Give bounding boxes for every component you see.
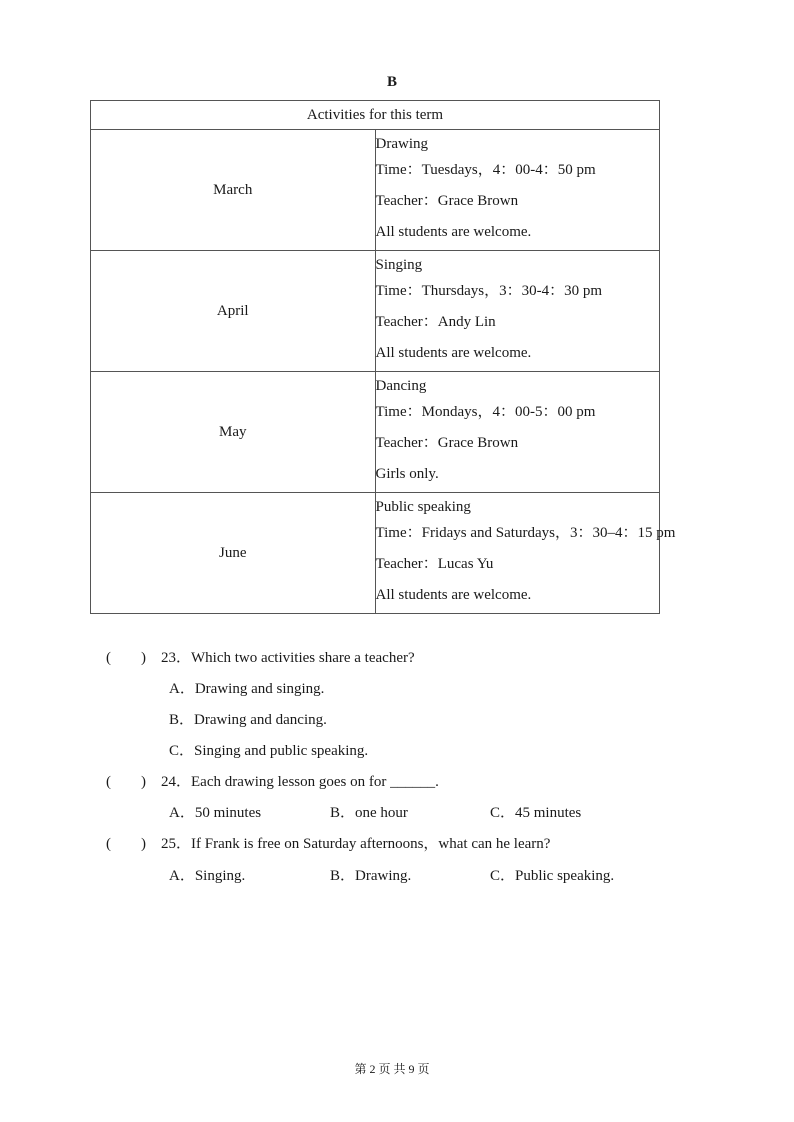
question-24	[106, 770, 439, 791]
option-a: A．Drawing and singing.	[169, 681, 325, 697]
table-row	[91, 493, 660, 614]
activity-name: Singing	[375, 256, 423, 273]
activity-note: All students are welcome.	[375, 344, 532, 361]
activity-teacher: Teacher：Andy Lin	[375, 313, 496, 330]
question-stem: 23．Which two activities share a teacher?	[161, 650, 415, 666]
activity-teacher: Teacher：Grace Brown	[375, 434, 519, 451]
activity-note: All students are welcome.	[375, 586, 532, 603]
month-cell: June	[91, 493, 376, 614]
month-cell: April	[91, 251, 376, 372]
activities-table	[90, 100, 676, 614]
option-b: B．one hour	[330, 805, 408, 821]
option-a: A．50 minutes	[169, 805, 262, 821]
option-a: A．Singing.	[169, 868, 246, 884]
page-footer: 第 2 页 共 9 页	[354, 1062, 430, 1076]
activity-time: Time：Fridays and Saturdays，3：30–4：15 pm	[375, 524, 676, 541]
activity-name: Drawing	[375, 135, 428, 152]
question-25	[106, 832, 550, 853]
activity-teacher: Teacher：Grace Brown	[375, 192, 519, 209]
option-b: B．Drawing.	[330, 868, 412, 884]
activity-name: Dancing	[375, 377, 427, 394]
activity-time: Time：Mondays，4：00-5：00 pm	[375, 403, 596, 420]
table-row	[91, 130, 660, 251]
activity-note: All students are welcome.	[375, 223, 532, 240]
activity-details	[375, 130, 660, 251]
activity-name: Public speaking	[375, 498, 471, 515]
activity-details	[375, 251, 660, 372]
question-stem: 25．If Frank is free on Saturday afternoons，what can he learn?	[161, 836, 551, 852]
activity-time: Time：Thursdays，3：30-4：30 pm	[375, 282, 603, 299]
month-cell: May	[91, 372, 376, 493]
month-cell: March	[91, 130, 376, 251]
table-row	[91, 372, 660, 493]
activity-teacher: Teacher：Lucas Yu	[375, 555, 494, 572]
option-b: B．Drawing and dancing.	[169, 712, 327, 728]
answer-blank[interactable]: ( )	[106, 774, 146, 790]
activity-details	[375, 493, 676, 614]
activity-note: Girls only.	[375, 465, 439, 482]
option-c: C．Public speaking.	[490, 868, 615, 884]
question-stem: 24．Each drawing lesson goes on for ______.	[161, 774, 439, 790]
activity-time: Time：Tuesdays，4：00-4：50 pm	[375, 161, 596, 178]
option-c: C．45 minutes	[490, 805, 582, 821]
table-row	[91, 251, 660, 372]
option-c: C．Singing and public speaking.	[169, 743, 369, 759]
answer-blank[interactable]: ( )	[106, 650, 146, 666]
section-heading: B	[386, 74, 397, 90]
answer-blank[interactable]: ( )	[106, 836, 146, 852]
activity-details	[375, 372, 660, 493]
table-title: Activities for this term	[91, 101, 660, 130]
question-23	[106, 646, 415, 667]
